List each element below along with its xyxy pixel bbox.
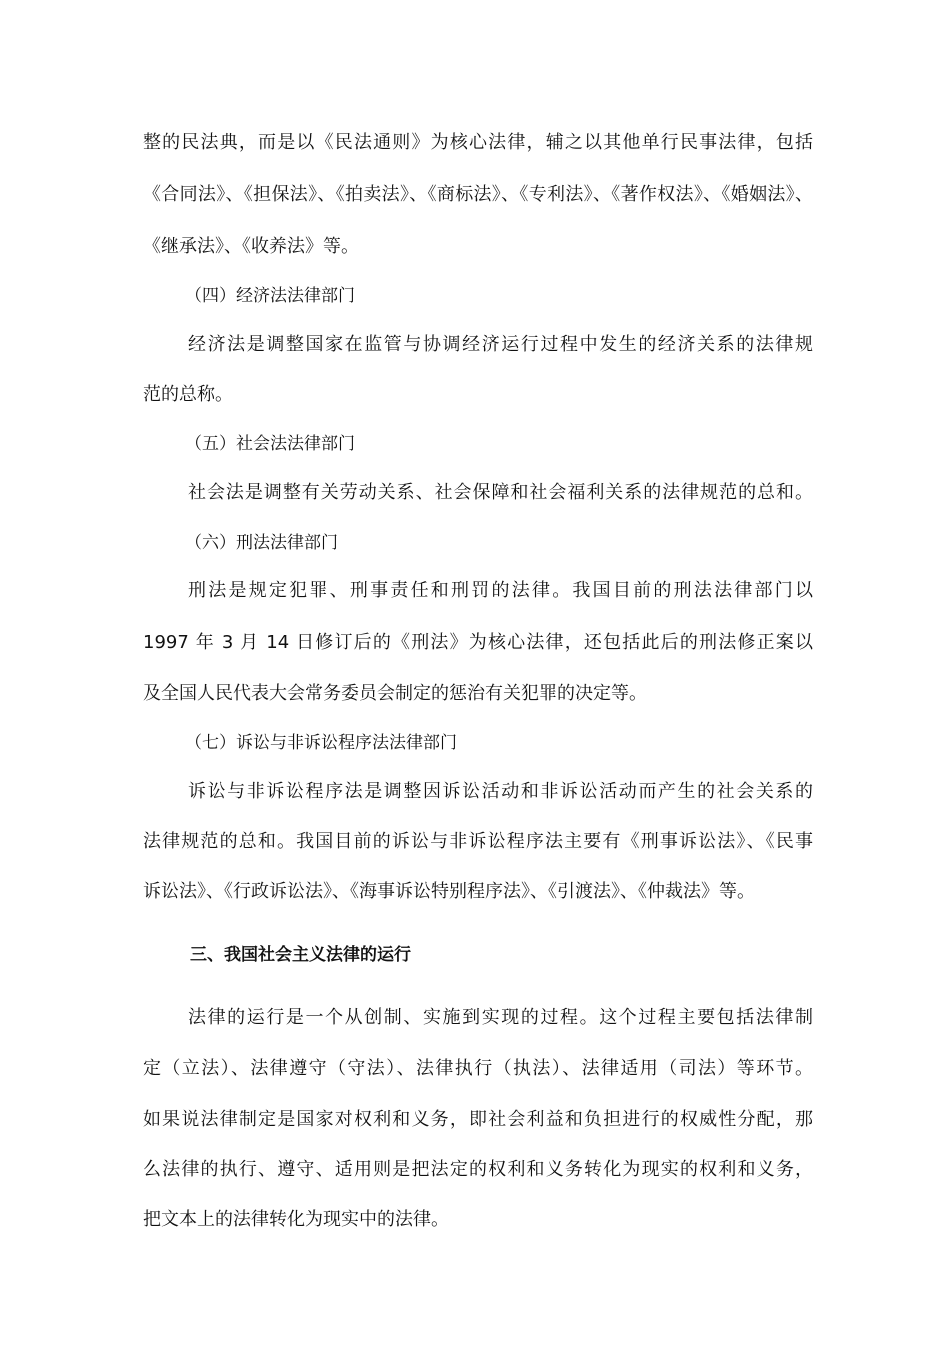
paragraph-line: 定（立法）、法律遵守（守法）、法律执行（执法）、法律适用（司法）等环节。	[143, 1058, 813, 1079]
section-heading-social-law: （五）社会法法律部门	[185, 434, 355, 454]
paragraph-line: 法律规范的总和。我国目前的诉讼与非诉讼程序法主要有《刑事诉讼法》、《民事	[143, 831, 813, 852]
section-heading-criminal-law: （六）刑法法律部门	[185, 533, 338, 553]
paragraph-line: 刑法是规定犯罪、刑事责任和刑罚的法律。我国目前的刑法法律部门以	[188, 580, 813, 601]
paragraph-line: 经济法是调整国家在监管与协调经济运行过程中发生的经济关系的法律规	[188, 334, 813, 355]
paragraph-line: 《合同法》、《担保法》、《拍卖法》、《商标法》、《专利法》、《著作权法》、《婚姻法》、	[143, 184, 813, 205]
paragraph-line: 么法律的执行、遵守、适用则是把法定的权利和义务转化为现实的权利和义务，	[143, 1159, 813, 1180]
paragraph-line: 《继承法》、《收养法》等。	[143, 236, 359, 257]
section-heading-procedure-law: （七）诉讼与非诉讼程序法法律部门	[185, 733, 457, 753]
paragraph-line: 把文本上的法律转化为现实中的法律。	[143, 1209, 449, 1230]
paragraph-line: 如果说法律制定是国家对权利和义务，即社会利益和负担进行的权威性分配，那	[143, 1109, 813, 1130]
paragraph-line: 范的总称。	[143, 384, 233, 405]
paragraph-line: 及全国人民代表大会常务委员会制定的惩治有关犯罪的决定等。	[143, 683, 647, 704]
chapter-heading: 三、我国社会主义法律的运行	[190, 945, 411, 965]
section-heading-economic-law: （四）经济法法律部门	[185, 286, 355, 306]
paragraph-line: 1997 年 3 月 14 日修订后的《刑法》为核心法律，还包括此后的刑法修正案以	[143, 632, 813, 653]
paragraph-line: 社会法是调整有关劳动关系、社会保障和社会福利关系的法律规范的总和。	[188, 482, 813, 503]
paragraph-line: 法律的运行是一个从创制、实施到实现的过程。这个过程主要包括法律制	[188, 1007, 813, 1028]
paragraph-line: 整的民法典，而是以《民法通则》为核心法律，辅之以其他单行民事法律，包括	[143, 132, 813, 153]
paragraph-line: 诉讼与非诉讼程序法是调整因诉讼活动和非诉讼活动而产生的社会关系的	[188, 781, 813, 802]
paragraph-line: 诉讼法》、《行政诉讼法》、《海事诉讼特别程序法》、《引渡法》、《仲裁法》等。	[143, 881, 755, 902]
